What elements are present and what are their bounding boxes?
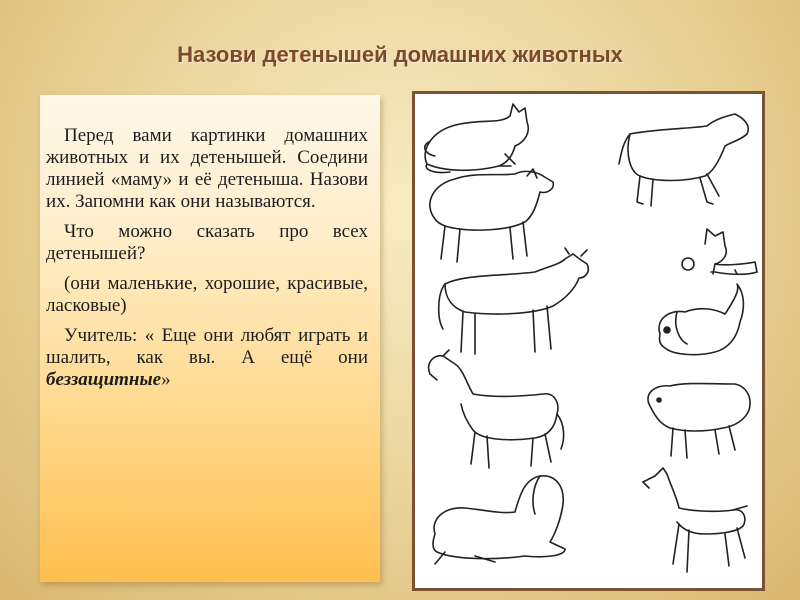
slide-title: Назови детенышей домашних животных	[177, 42, 623, 67]
quote-close: »	[161, 369, 171, 390]
animals-drawing	[415, 94, 762, 588]
instruction-paragraph-3: (они маленькие, хорошие, красивые, ласковые)	[46, 273, 368, 316]
puppy-icon	[659, 284, 743, 355]
dog-icon	[433, 476, 565, 564]
kitten-icon	[682, 229, 757, 274]
sheep-icon	[430, 169, 553, 262]
animals-picture	[412, 91, 765, 591]
lamb-icon	[648, 384, 750, 459]
instruction-paragraph-4	[46, 325, 368, 391]
instructions-panel	[40, 95, 380, 582]
cat-icon	[425, 104, 529, 173]
horse-icon	[429, 350, 564, 468]
foal-icon	[643, 468, 747, 572]
calf-icon	[619, 114, 748, 206]
cow-icon	[439, 248, 589, 354]
emphasized-word: беззащитные	[46, 369, 162, 390]
instruction-paragraph-1: Перед вами картинки домашних животных и их детенышей. Соедини линией «маму» и её детеныша. Назови их. Запомни как они называются.	[46, 125, 368, 212]
teacher-quote: Учитель: « Еще они любят играть и шалить, как вы. А ещё они	[46, 325, 368, 368]
instruction-paragraph-2: Что можно сказать про всех детенышей?	[46, 221, 368, 264]
